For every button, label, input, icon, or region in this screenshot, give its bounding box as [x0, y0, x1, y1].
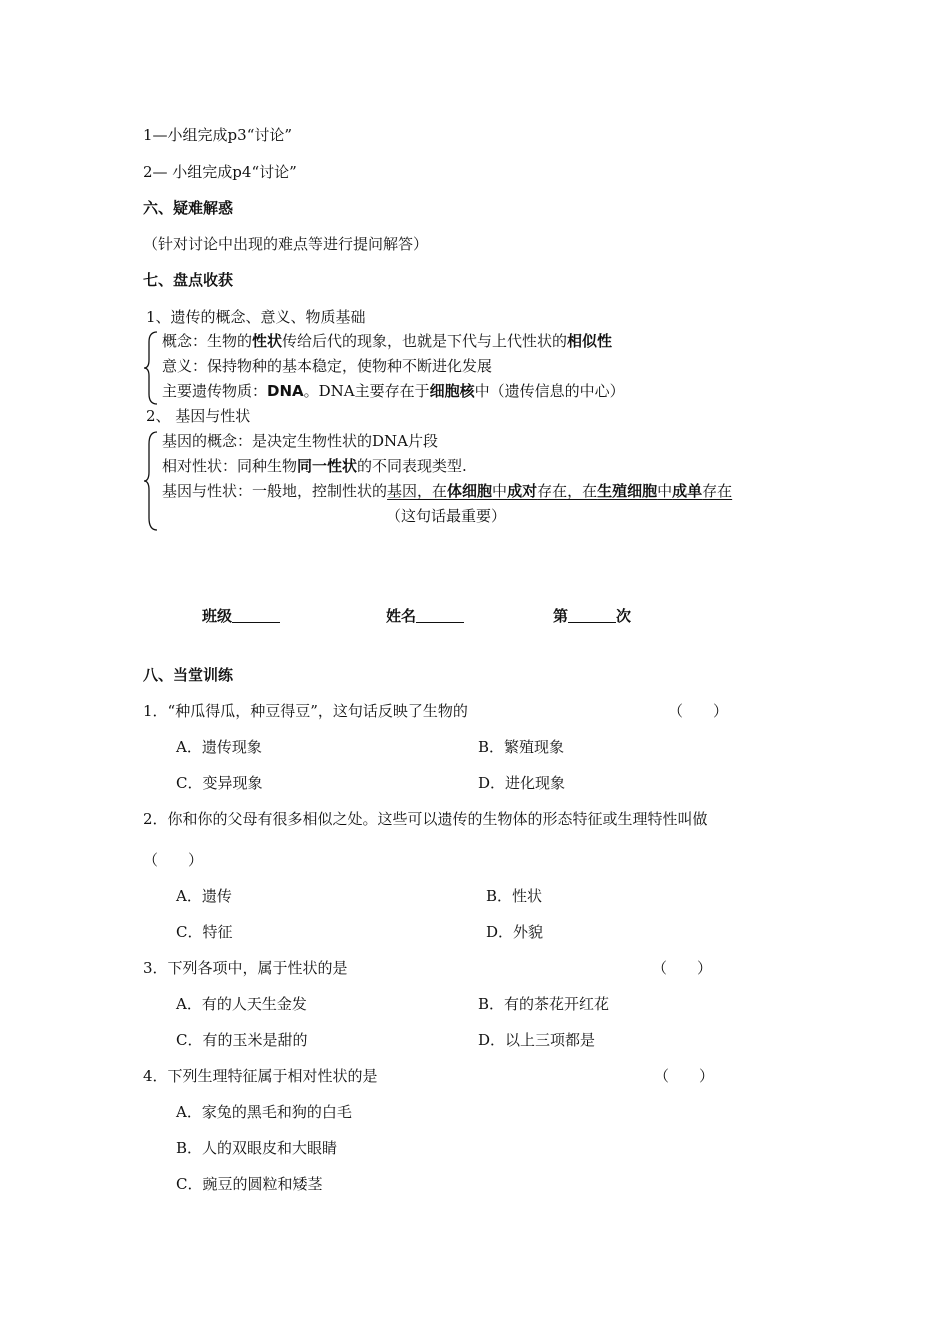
q2-option-b[interactable]: B．性状 [486, 887, 543, 905]
heredity-meaning: 意义：保持物种的基本稳定，使物种不断进化发展 [162, 357, 493, 375]
q3-option-a[interactable]: A．有的人天生金发 [176, 995, 307, 1013]
times-blank[interactable] [568, 606, 616, 623]
left-brace-2 [143, 430, 161, 532]
name-field: 姓名 [386, 606, 464, 626]
item-2-title: 2、 基因与性状 [146, 407, 251, 425]
name-blank[interactable] [416, 606, 464, 623]
q3-answer-paren[interactable]: （ ） [652, 959, 713, 977]
section-8-heading: 八、当堂训练 [143, 666, 234, 684]
q1-stem: 1．“种瓜得瓜，种豆得豆”，这句话反映了生物的 [143, 702, 468, 720]
q1-option-b[interactable]: B．繁殖现象 [478, 738, 565, 756]
discussion-task-2: 2— 小组完成p4“讨论” [143, 163, 297, 181]
q1-option-a[interactable]: A．遗传现象 [176, 738, 262, 756]
q4-option-b[interactable]: B．人的双眼皮和大眼睛 [176, 1139, 338, 1157]
q1-answer-paren[interactable]: （ ） [668, 702, 729, 720]
discussion-task-1: 1—小组完成p3“讨论” [143, 126, 293, 144]
q2-option-c[interactable]: C．特征 [176, 923, 233, 941]
gene-and-trait: 基因与性状：一般地，控制性状的基因，在体细胞中成对存在，在生殖细胞中成单存在 [162, 482, 733, 500]
class-blank[interactable] [232, 606, 280, 623]
q3-option-d[interactable]: D．以上三项都是 [478, 1031, 596, 1049]
section-7-heading: 七、盘点收获 [143, 271, 234, 289]
q1-option-d[interactable]: D．进化现象 [478, 774, 566, 792]
q4-option-a[interactable]: A．家兔的黑毛和狗的白毛 [176, 1103, 352, 1121]
class-field: 班级 [202, 606, 280, 626]
important-note: （这句话最重要） [386, 507, 507, 525]
q3-stem: 3．下列各项中，属于性状的是 [143, 959, 348, 977]
relative-trait: 相对性状：同种生物同一性状的不同表现类型. [162, 457, 467, 475]
q2-option-a[interactable]: A．遗传 [176, 887, 232, 905]
section-6-note: （针对讨论中出现的难点等进行提问解答） [143, 235, 429, 253]
gene-concept: 基因的概念：是决定生物性状的DNA片段 [162, 432, 438, 450]
item-1-title: 1、遗传的概念、意义、物质基础 [146, 308, 366, 326]
section-6-heading: 六、疑难解惑 [143, 199, 234, 217]
q4-option-c[interactable]: C．豌豆的圆粒和矮茎 [176, 1175, 323, 1193]
heredity-material: 主要遗传物质：DNA。DNA主要存在于细胞核中（遗传信息的中心） [162, 382, 625, 400]
q3-option-c[interactable]: C．有的玉米是甜的 [176, 1031, 308, 1049]
q2-stem: 2．你和你的父母有很多相似之处。这些可以遗传的生物体的形态特征或生理特性叫做 [143, 810, 708, 828]
q4-stem: 4．下列生理特征属于相对性状的是 [143, 1067, 378, 1085]
q2-answer-paren[interactable]: （ ） [143, 851, 204, 869]
q1-option-c[interactable]: C．变异现象 [176, 774, 263, 792]
q3-option-b[interactable]: B．有的茶花开红花 [478, 995, 610, 1013]
left-brace-1 [143, 330, 161, 406]
heredity-concept: 概念：生物的性状传给后代的现象，也就是下代与上代性状的相似性 [162, 332, 613, 350]
q2-option-d[interactable]: D．外貌 [486, 923, 544, 941]
times-field: 第 次 [553, 607, 632, 625]
q4-answer-paren[interactable]: （ ） [654, 1067, 715, 1085]
